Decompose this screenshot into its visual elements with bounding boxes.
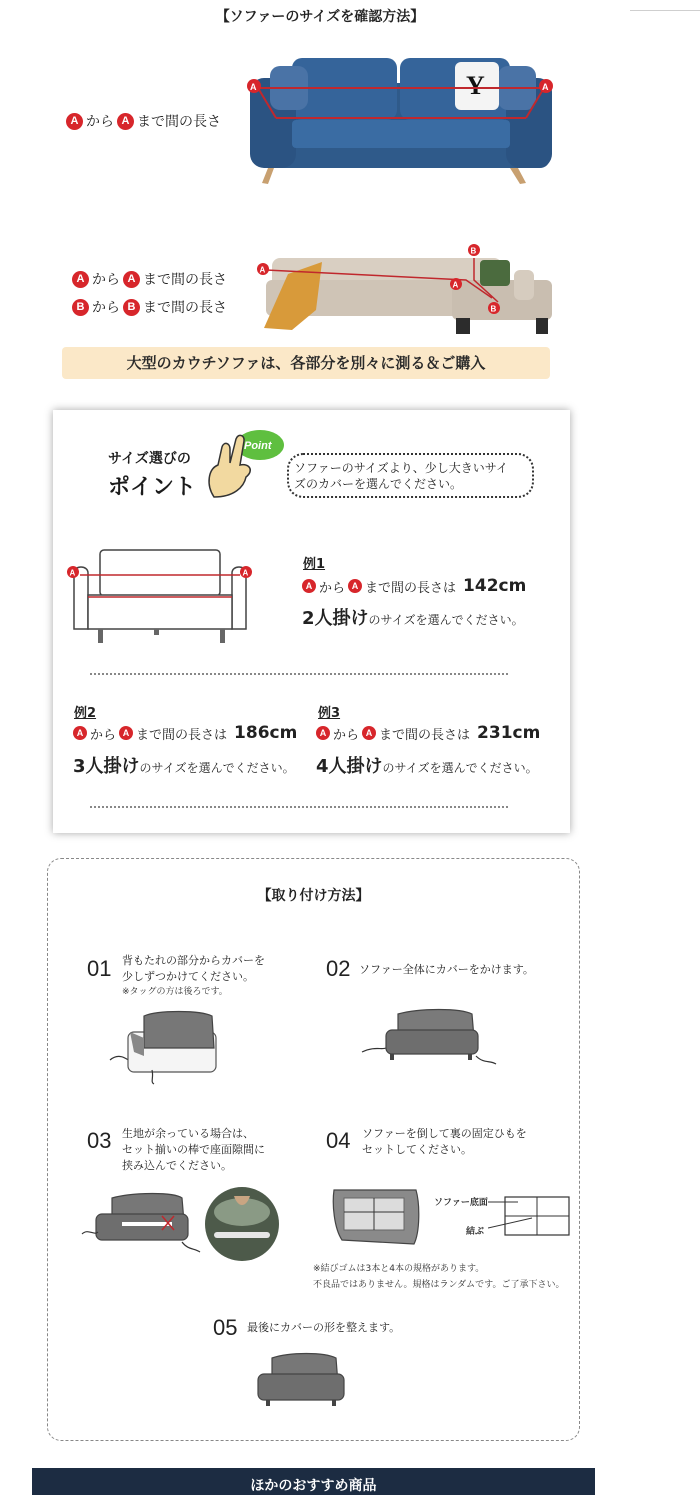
measure-label-b: B から B まで間の長さ	[72, 297, 230, 317]
step-3-text: 生地が余っている場合は、 セット揃いの棒で座面隙間に 挟み込んでください。	[122, 1127, 265, 1172]
badge-a: A	[119, 726, 133, 740]
badge-a: A	[316, 726, 330, 740]
sofa-outline-diagram	[62, 545, 262, 645]
badge-b: B	[123, 299, 140, 316]
example-3-size: 4人掛けのサイズを選んでください。	[316, 756, 538, 777]
step-5-sofa-illustration	[254, 1352, 348, 1412]
tie-diagram	[488, 1194, 574, 1238]
step-2-text: ソファー全体にカバーをかけます。	[359, 963, 534, 976]
step-4-text: ソファーを倒して裏の固定ひもを セットしてください。	[362, 1127, 527, 1156]
example-1-label: 例1	[303, 557, 326, 572]
badge-a: A	[117, 113, 134, 130]
step-1-sofa-illustration	[104, 1008, 224, 1088]
example-2-measure: A から A まで間の長さは 186cm	[73, 723, 297, 743]
badge-b: B	[72, 299, 89, 316]
step-2-sofa-illustration	[360, 1008, 500, 1068]
diagram-label-bottom: ソファー底面	[434, 1198, 488, 1208]
step-1-text: 背もたれの部分からカバーを 少しずつかけてください。 ※タッグの方は後ろです。	[122, 954, 265, 997]
recommended-products-link[interactable]: ほかのおすすめ商品	[32, 1468, 595, 1495]
measure-label-a2: A から A まで間の長さ	[72, 269, 230, 289]
point-title: サイズ選びの ポイント	[108, 451, 197, 500]
svg-text:A: A	[250, 82, 257, 92]
example-2-label: 例2	[74, 706, 97, 721]
svg-text:A: A	[242, 568, 249, 578]
svg-text:A: A	[542, 82, 549, 92]
divider	[630, 10, 700, 11]
example-2-size: 3人掛けのサイズを選んでください。	[73, 756, 295, 777]
couch-sofa-image	[252, 240, 562, 340]
step-3-closeup-photo	[204, 1186, 280, 1262]
divider	[90, 673, 508, 675]
badge-a: A	[362, 726, 376, 740]
installation-title: 【取り付け方法】	[257, 888, 370, 904]
size-advice-bubble: ソファーのサイズより、少し大きいサイ ズのカバーを選んでください。	[287, 453, 534, 498]
example-3-measure: A から A まで間の長さは 231cm	[316, 723, 540, 743]
example-1-measure: A から A まで間の長さは 142cm	[302, 576, 526, 596]
step-number: 03	[87, 1128, 112, 1153]
badge-a: A	[72, 271, 89, 288]
note-disclaimer: 不良品ではありません。規格はランダムです。ご了承下さい。	[313, 1280, 565, 1290]
example-3-label: 例3	[318, 706, 341, 721]
example-1-size: 2人掛けのサイズを選んでください。	[302, 608, 524, 629]
badge-a: A	[302, 579, 316, 593]
page-title: 【ソファーのサイズを確認方法】	[215, 9, 425, 25]
measure-label-a: A から A まで間の長さ	[66, 111, 224, 131]
svg-text:A: A	[259, 265, 266, 275]
note-elastic: ※結びゴムは3本と4本の規格があります。	[313, 1264, 485, 1274]
svg-text:B: B	[490, 304, 497, 314]
svg-text:Point: Point	[244, 440, 272, 452]
step-number: 02	[326, 956, 351, 981]
svg-text:A: A	[452, 280, 459, 290]
divider	[90, 806, 508, 808]
step-5-text: 最後にカバーの形を整えます。	[247, 1321, 401, 1334]
couch-sofa-banner: 大型のカウチソファは、各部分を別々に測る＆ご購入	[62, 347, 550, 379]
badge-a: A	[123, 271, 140, 288]
step-number: 01	[87, 956, 112, 981]
svg-text:A: A	[69, 568, 76, 578]
hand-point-icon	[200, 425, 286, 501]
badge-a: A	[66, 113, 83, 130]
step-4-sofa-bottom-illustration	[330, 1184, 424, 1250]
svg-text:B: B	[470, 246, 477, 256]
badge-a: A	[73, 726, 87, 740]
badge-a: A	[348, 579, 362, 593]
pillow-letter: Y	[466, 71, 485, 100]
diagram-label-tie: 結ぶ	[466, 1227, 485, 1237]
step-number: 05	[213, 1315, 238, 1340]
blue-sofa-image	[240, 48, 560, 188]
step-number: 04	[326, 1128, 351, 1153]
step-3-sofa-illustration	[78, 1190, 208, 1260]
